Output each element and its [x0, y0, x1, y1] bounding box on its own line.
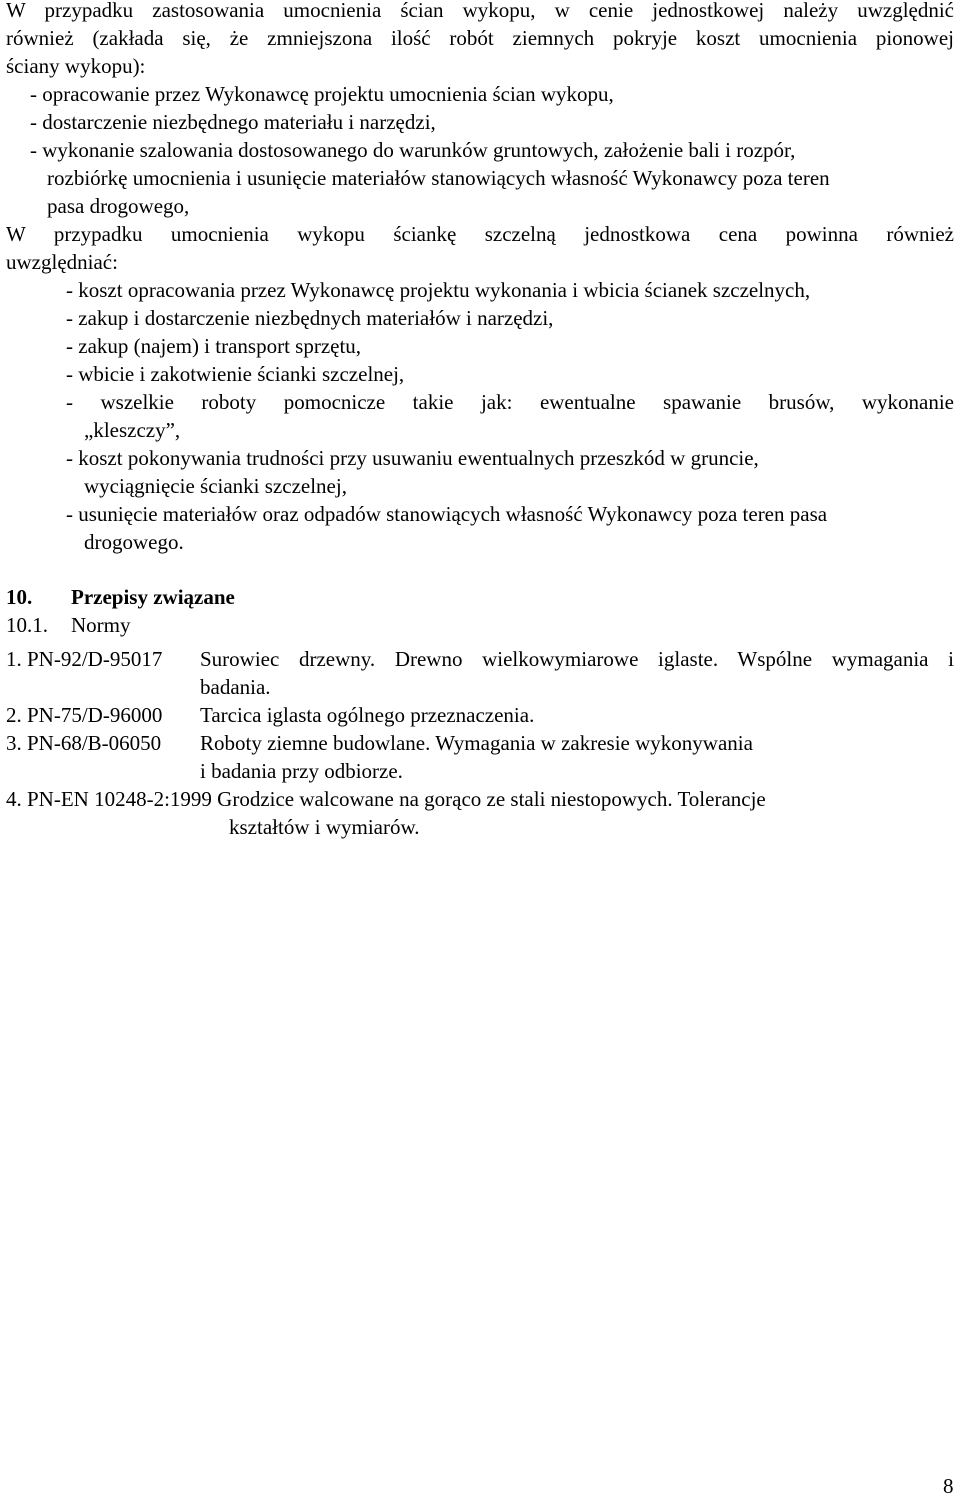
list-item: - usunięcie materiałów oraz odpadów stanowiących własność Wykonawcy poza teren pasa [66, 502, 828, 526]
paragraph-line: uwzględniać: [6, 250, 118, 274]
paragraph-line: W przypadku zastosowania umocnienia ścian wykopu, w cenie jednostkowej należy uwzględnić [6, 0, 954, 22]
norm-id: 1. PN-92/D-95017 [6, 647, 163, 671]
paragraph-line: ściany wykopu): [6, 54, 146, 78]
list-item-continuation: „kleszczy”, [84, 418, 181, 442]
paragraph-line: również (zakłada się, że zmniejszona ilość robót ziemnych pokryje koszt umocnienia pionowej [6, 26, 954, 50]
list-item: - zakup (najem) i transport sprzętu, [66, 334, 362, 358]
norm-description-continuation: i badania przy odbiorze. [200, 759, 403, 783]
list-item: - koszt opracowania przez Wykonawcę projektu wykonania i wbicia ścianek szczelnych, [66, 278, 811, 302]
norm-description-continuation: badania. [200, 675, 271, 699]
list-item: - zakup i dostarczenie niezbędnych materiałów i narzędzi, [66, 306, 554, 330]
section-title: Przepisy związane [71, 585, 235, 609]
list-item: - wbicie i zakotwienie ścianki szczelnej, [66, 362, 405, 386]
norm-description: Grodzice walcowane na gorąco ze stali niestopowych. Tolerancje [217, 787, 766, 811]
norm-id: 2. PN-75/D-96000 [6, 703, 163, 727]
list-item: - wykonanie szalowania dostosowanego do warunków gruntowych, założenie bali i rozpór, [30, 138, 796, 162]
list-item: - wszelkie roboty pomocnicze takie jak: ewentualne spawanie brusów, wykonanie [66, 390, 954, 414]
section-number: 10. [6, 585, 33, 609]
norm-description: Tarcica iglasta ogólnego przeznaczenia. [200, 703, 535, 727]
page-number: 8 [943, 1474, 954, 1498]
norm-id: 3. PN-68/B-06050 [6, 731, 162, 755]
norm-entry [6, 785, 766, 813]
subsection-number: 10.1. [6, 613, 48, 637]
list-item-continuation: rozbiórkę umocnienia i usunięcie materiałów stanowiących własność Wykonawcy poza teren [47, 166, 830, 190]
list-item: - opracowanie przez Wykonawcę projektu umocnienia ścian wykopu, [30, 82, 614, 106]
list-item-continuation: drogowego. [84, 530, 184, 554]
section-heading [6, 583, 235, 611]
list-item: - dostarczenie niezbędnego materiału i narzędzi, [30, 110, 436, 134]
list-item-continuation: pasa drogowego, [47, 194, 190, 218]
subsection-title: Normy [71, 613, 131, 637]
list-item: - koszt pokonywania trudności przy usuwaniu ewentualnych przeszkód w gruncie, [66, 446, 759, 470]
list-item-continuation: wyciągnięcie ścianki szczelnej, [84, 474, 347, 498]
norm-description-continuation: kształtów i wymiarów. [229, 815, 420, 839]
subsection-heading [6, 611, 131, 639]
paragraph-line: W przypadku umocnienia wykopu ściankę szczelną jednostkowa cena powinna również [6, 222, 954, 246]
norm-description: Surowiec drzewny. Drewno wielkowymiarowe iglaste. Wspólne wymagania i [200, 647, 954, 671]
norm-id: 4. PN-EN 10248-2:1999 [6, 787, 212, 811]
norm-description: Roboty ziemne budowlane. Wymagania w zakresie wykonywania [200, 731, 753, 755]
